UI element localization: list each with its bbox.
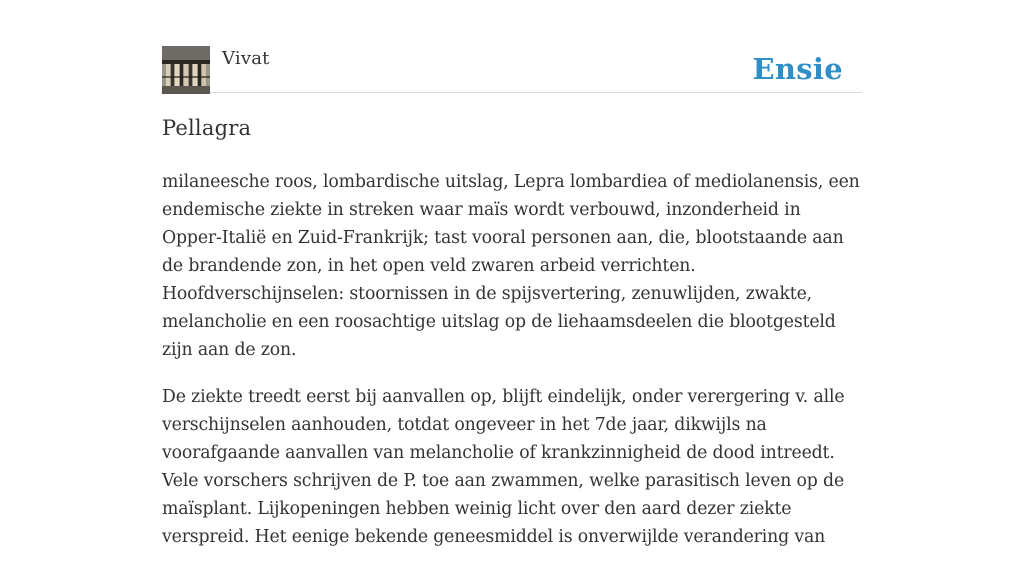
article-paragraph-1: milaneesche roos, lombardische uitslag, Lepra lombardiea of mediolanensis, een endemische ziekte in streken waar maïs wordt verbouwd, inzonderheid in Opper-Italië en Zuid-Frankrijk; tast vooral personen aan, die, blootstaande aan de brandende zon, in het open veld zwaren arbeid verrichten. Hoofdverschijnselen: stoornissen in de spijsvertering, zenuwlijden, zwakte, melancholie en een roosachtige uitslag op de liehaamsdeelen die blootgesteld zijn aan de zon.: [162, 172, 860, 360]
avatar[interactable]: [162, 46, 210, 94]
article-title: Pellagra: [162, 116, 252, 140]
article-body: [162, 168, 862, 570]
author-name[interactable]: Vivat: [222, 48, 270, 69]
header: [162, 46, 862, 93]
brand-logo[interactable]: Ensie: [752, 52, 843, 86]
article-paragraph-2: De ziekte treedt eerst bij aanvallen op, blijft eindelijk, onder verergering v. alle verschijnselen aanhouden, totdat ongeveer in het 7de jaar, dikwijls na voorafgaande aanvallen van melancholie of krankzinnigheid de dood intreedt. Vele vorschers schrijven de P. toe aan zwammen, welke parasitisch leven op de maïsplant. Lijkopeningen hebben weinig licht over den aard dezer ziekte verspreid. Het eenige bekende geneesmiddel is onverwijlde verandering van: [162, 387, 845, 547]
page: [162, 0, 862, 547]
avatar-image-icon: [162, 46, 210, 94]
